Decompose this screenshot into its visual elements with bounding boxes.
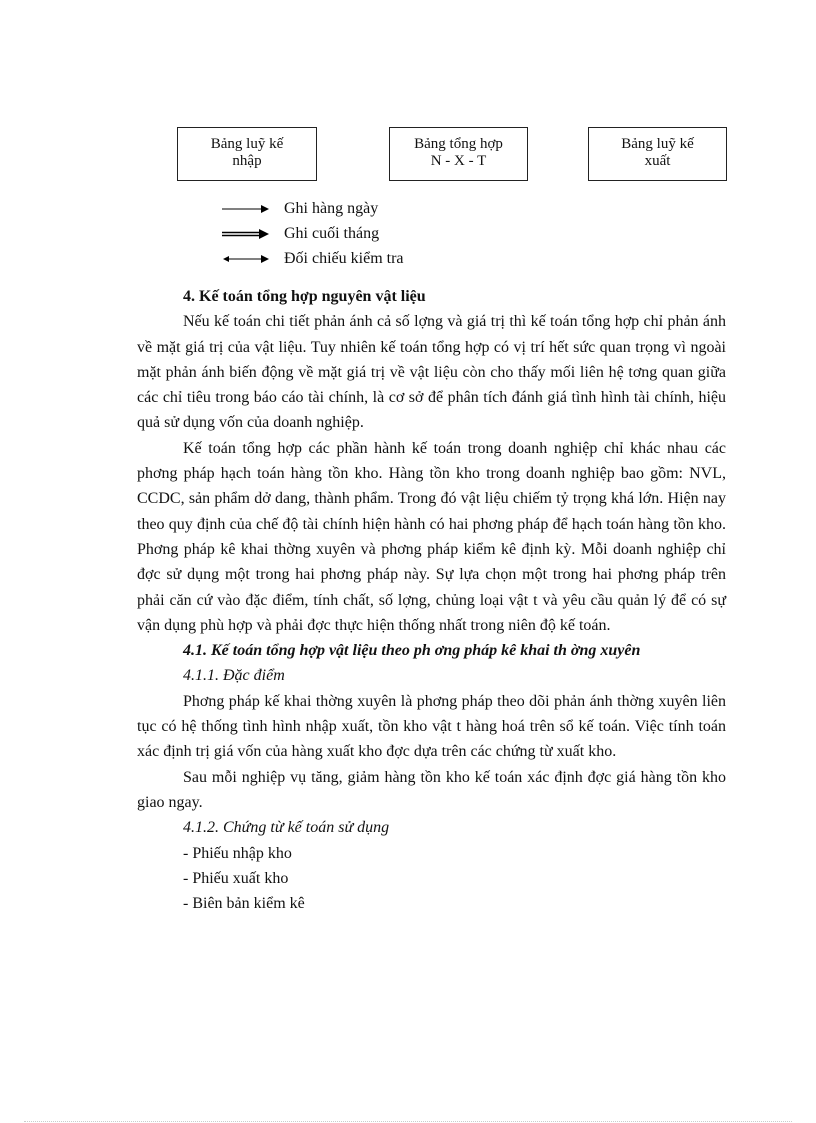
box-bang-luy-ke-xuat xyxy=(588,127,727,181)
box-label-line2: N - X - T xyxy=(430,153,487,169)
box-label-line2: nhập xyxy=(232,153,262,169)
double-arrow-icon xyxy=(222,228,270,240)
paragraph: Phơng pháp kế khai thờng xuyên là phơng pháp theo dõi phản ánh thờng xuyên liên tục có hệ thống tình hình nhập xuất, tồn kho vật t hàng hoá trên sổ kế toán. Việc tính toán xác định trị giá vốn của hàng xuất kho đợc dựa trên các chứng từ xuất kho. xyxy=(137,692,726,761)
paragraph: Nếu kế toán chi tiết phản ánh cả số lợng và giá trị thì kế toán tổng hợp chỉ phản ánh về mặt giá trị của vật liệu. Tuy nhiên kế toán tổng hợp có vị trí hết sức quan trọng vì ngoài mặt phản ánh biến động về mặt giá trị về vật liệu còn cho thấy mối liên hệ tơng quan giữa các chỉ tiêu trong báo cáo tài chính, là cơ sở để phân tích đánh giá tình hình tài chính, hiệu quả sử dụng vốn của doanh nghiệp. xyxy=(137,313,726,432)
box-label-line1: Bảng tổng hợp xyxy=(414,136,503,152)
document-body xyxy=(137,284,726,916)
list-item: - Phiếu nhập kho xyxy=(183,844,292,862)
box-label-line1: Bảng luỹ kế xyxy=(210,136,284,152)
subsection-heading: 4.1. Kế toán tổng hợp vật liệu theo ph ơng pháp kê khai th ờng xuyên xyxy=(183,642,641,660)
legend-month-end xyxy=(222,224,482,244)
subsubsection-heading: 4.1.1. Đặc điểm xyxy=(183,667,285,685)
bidirectional-arrow-icon xyxy=(222,253,270,265)
list-item: - Biên bản kiểm kê xyxy=(183,895,305,913)
box-bang-tong-hop xyxy=(389,127,528,181)
legend-label: Ghi hàng ngày xyxy=(284,200,379,217)
box-bang-luy-ke-nhap xyxy=(177,127,317,181)
list-item: - Phiếu xuất kho xyxy=(183,869,289,887)
legend-cross-check xyxy=(222,249,482,269)
page-bottom-divider xyxy=(24,1121,792,1122)
legend-daily xyxy=(222,199,482,219)
box-label-line1: Bảng luỹ kế xyxy=(621,136,694,152)
box-label-line2: xuất xyxy=(644,153,671,169)
subsubsection-heading: 4.1.2. Chứng từ kế toán sử dụng xyxy=(183,819,390,837)
legend-label: Ghi cuối tháng xyxy=(284,225,380,242)
paragraph: Sau mỗi nghiệp vụ tăng, giảm hàng tồn kho kế toán xác định đợc giá hàng tồn kho giao ngay. xyxy=(137,768,726,811)
section-heading: 4. Kế toán tổng hợp nguyên vật liệu xyxy=(183,288,426,305)
single-arrow-icon xyxy=(222,203,270,215)
legend-label: Đối chiếu kiểm tra xyxy=(284,250,404,267)
paragraph: Kế toán tổng hợp các phần hành kế toán trong doanh nghiệp chỉ khác nhau các phơng pháp hạch toán hàng tồn kho. Hàng tồn kho trong doanh nghiệp bao gồm: NVL, CCDC, sản phẩm dở dang, thành phẩm. Trong đó vật liệu chiếm tỷ trọng khá lớn. Hiện nay theo quy định của chế độ tài chính hiện hành có hai phơng pháp để hạch toán hàng tồn kho. Phơng pháp kê khai thờng xuyên và phơng pháp kiểm kê định kỳ. Mỗi doanh nghiệp chỉ đợc sử dụng một trong hai phơng pháp này. Sự lựa chọn một trong hai phơng pháp trên phải căn cứ vào đặc điểm, tính chất, số lợng, chủng loại vật t và yêu cầu quản lý để có sự vận dụng phù hợp và phải đợc thực hiện thống nhất trong niên độ kế toán. xyxy=(137,439,726,634)
